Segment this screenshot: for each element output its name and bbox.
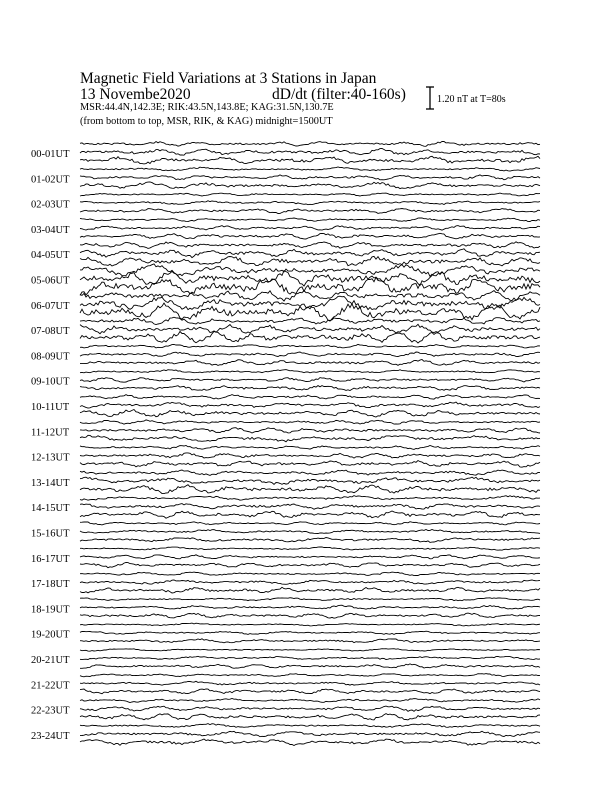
station-trace-kag [80, 209, 540, 214]
hour-row [31, 291, 540, 322]
station-trace-rik [80, 681, 540, 685]
station-trace-rik [80, 631, 540, 634]
station-trace-kag [80, 639, 540, 643]
hour-label: 09-10UT [31, 376, 70, 388]
hour-row [31, 218, 540, 239]
hour-row [31, 699, 540, 720]
station-trace-rik [80, 656, 540, 659]
station-trace-msr [80, 446, 540, 450]
station-trace-msr [80, 193, 540, 196]
hour-row [31, 522, 540, 543]
station-trace-kag [80, 256, 540, 266]
station-trace-kag [80, 303, 540, 321]
station-trace-kag [80, 563, 540, 568]
hour-row [31, 649, 540, 669]
station-order-note: (from bottom to top, MSR, RIK, & KAG) midnight=1500UT [80, 116, 333, 127]
station-trace-rik [80, 477, 540, 484]
station-trace-msr [80, 370, 540, 373]
hour-label: 19-20UT [31, 629, 70, 641]
station-trace-rik [80, 296, 540, 309]
hour-row [31, 264, 540, 296]
station-trace-rik [80, 504, 540, 510]
station-trace-kag [80, 360, 540, 366]
hour-label: 01-02UT [31, 174, 70, 186]
station-trace-rik [80, 555, 540, 559]
station-trace-msr [80, 218, 540, 222]
station-trace-kag [80, 410, 540, 418]
station-trace-msr [80, 291, 540, 302]
scale-bar [426, 87, 434, 109]
station-trace-msr [80, 264, 540, 276]
hour-label: 22-23UT [31, 705, 70, 717]
hour-row [31, 446, 540, 468]
station-trace-msr [80, 674, 540, 677]
station-trace-msr [80, 649, 540, 652]
station-trace-kag [80, 714, 540, 720]
station-trace-rik [80, 249, 540, 258]
station-trace-msr [80, 420, 540, 424]
hour-label: 02-03UT [31, 199, 70, 211]
station-trace-rik [80, 453, 540, 458]
station-trace-kag [80, 664, 540, 668]
station-trace-rik [80, 324, 540, 333]
hour-label: 23-24UT [31, 730, 70, 742]
station-trace-kag [80, 332, 540, 344]
station-trace-msr [80, 141, 540, 146]
hour-rows [31, 141, 540, 745]
data-type-label: dD/dt (filter:40-160s) [272, 86, 406, 103]
station-trace-kag [80, 485, 540, 494]
station-trace-kag [80, 277, 540, 295]
hour-label: 21-22UT [31, 680, 70, 692]
station-trace-kag [80, 613, 540, 618]
station-trace-kag [80, 739, 540, 746]
hour-row [31, 547, 540, 568]
station-trace-msr [80, 395, 540, 400]
hour-label: 07-08UT [31, 326, 70, 338]
station-trace-msr [80, 522, 540, 525]
hour-label: 00-01UT [31, 149, 70, 160]
hour-label: 15-16UT [31, 528, 70, 540]
hour-label: 20-21UT [31, 655, 70, 666]
station-trace-msr [80, 598, 540, 601]
hour-label: 06-07UT [31, 300, 70, 312]
hour-row [31, 167, 540, 189]
hour-label: 17-18UT [31, 579, 70, 591]
station-trace-kag [80, 538, 540, 543]
station-trace-msr [80, 167, 540, 171]
station-trace-kag [80, 233, 540, 239]
hour-label: 16-17UT [31, 553, 70, 565]
station-trace-rik [80, 378, 540, 383]
station-trace-rik [80, 731, 540, 736]
station-trace-msr [80, 496, 540, 501]
hour-row [31, 572, 540, 593]
hour-row [31, 470, 540, 494]
station-trace-msr [80, 699, 540, 703]
hour-row [31, 141, 540, 164]
hour-row [31, 420, 540, 442]
hour-label: 10-11UT [31, 402, 70, 413]
hour-row [31, 395, 540, 417]
station-trace-rik [80, 530, 540, 534]
hour-label: 03-04UT [31, 224, 70, 236]
hour-label: 08-09UT [31, 351, 70, 363]
station-trace-kag [80, 689, 540, 694]
hour-row [31, 344, 540, 365]
hour-label: 05-06UT [31, 275, 70, 287]
hour-row [31, 598, 540, 619]
scale-bar-label: 1.20 nT at T=80s [437, 94, 506, 105]
station-trace-msr [80, 470, 540, 475]
station-trace-rik [80, 580, 540, 584]
station-trace-rik [80, 175, 540, 180]
hour-row [31, 724, 540, 746]
station-trace-kag [80, 182, 540, 189]
hour-label: 14-15UT [31, 503, 70, 515]
station-trace-kag [80, 587, 540, 593]
station-trace-rik [80, 201, 540, 205]
hour-row [31, 674, 540, 694]
station-coordinates: MSR:44.4N,142.3E; RIK:43.5N,143.8E; KAG:31.5N,130.7E [80, 102, 334, 113]
station-trace-rik [80, 706, 540, 711]
station-trace-kag [80, 511, 540, 518]
hour-label: 13-14UT [31, 477, 70, 489]
station-trace-rik [80, 226, 540, 231]
station-trace-msr [80, 724, 540, 728]
station-trace-kag [80, 156, 540, 164]
station-trace-msr [80, 344, 540, 348]
station-trace-rik [80, 605, 540, 609]
hour-row [31, 193, 540, 213]
chart-date: 13 Novembe2020 [80, 86, 191, 103]
hour-label: 04-05UT [31, 250, 70, 262]
hour-row [31, 317, 540, 343]
hour-row [31, 496, 540, 519]
station-trace-rik [80, 149, 540, 156]
station-trace-msr [80, 623, 540, 626]
station-trace-kag [80, 435, 540, 442]
hour-label: 12-13UT [31, 452, 70, 464]
station-trace-rik [80, 352, 540, 357]
hour-label: 11-12UT [31, 427, 70, 439]
station-trace-msr [80, 572, 540, 576]
station-trace-rik [80, 428, 540, 433]
hour-row [31, 623, 540, 643]
station-trace-msr [80, 242, 540, 249]
hour-label: 18-19UT [31, 604, 70, 616]
hour-row [31, 370, 540, 391]
station-trace-kag [80, 386, 540, 391]
hour-row [31, 242, 540, 266]
chart-title: Magnetic Field Variations at 3 Stations in Japan [80, 70, 377, 87]
station-trace-kag [80, 461, 540, 468]
station-trace-msr [80, 547, 540, 550]
station-trace-rik [80, 402, 540, 408]
